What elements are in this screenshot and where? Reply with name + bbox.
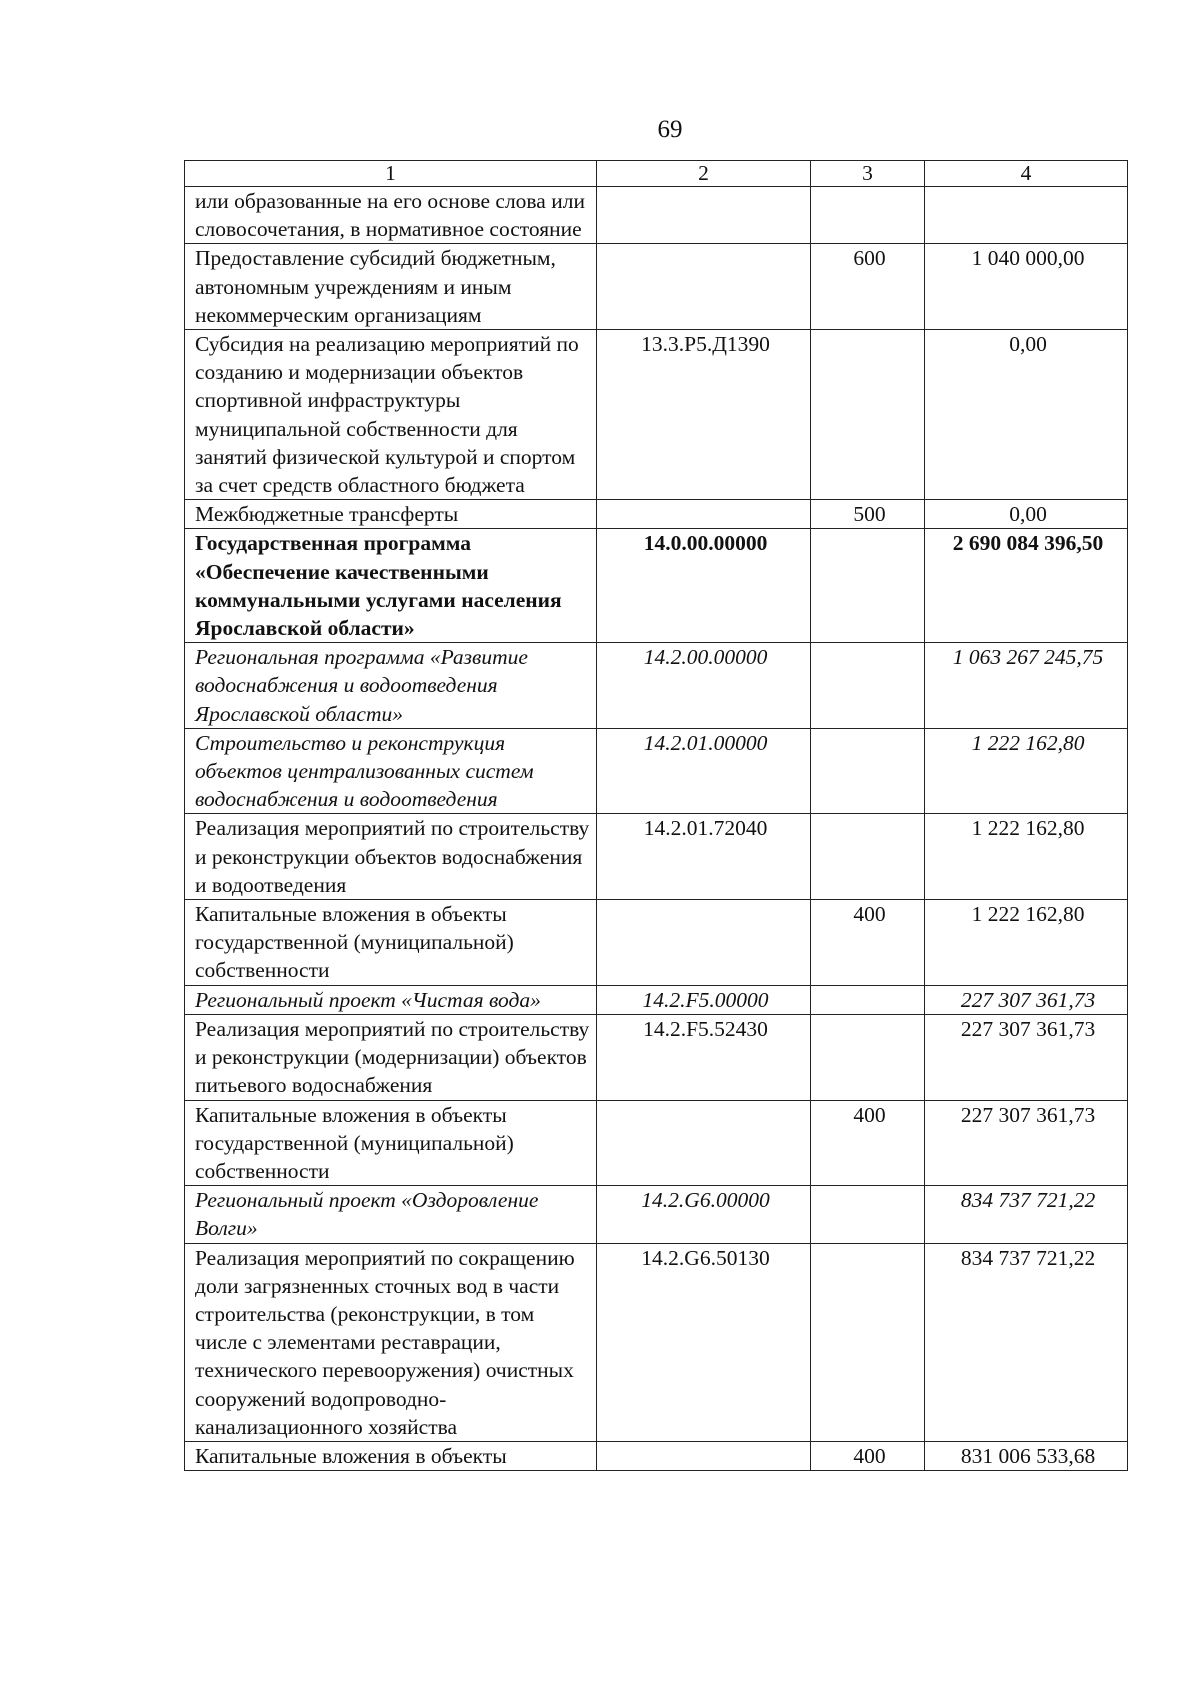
row-amount-cell: 1 040 000,00	[925, 244, 1128, 330]
budget-table	[184, 160, 1128, 1471]
table-row	[185, 187, 1128, 244]
row-code-cell: 14.2.01.72040	[597, 814, 811, 900]
column-header-2: 2	[597, 161, 811, 187]
table-row	[185, 1186, 1128, 1243]
table-row	[185, 500, 1128, 529]
row-name-cell: Капитальные вложения в объекты государственной (муниципальной) собственности	[185, 1100, 597, 1186]
row-code-cell: 14.2.F5.52430	[597, 1014, 811, 1100]
header-row	[185, 161, 1128, 187]
row-kind-cell	[811, 814, 925, 900]
row-kind-cell: 400	[811, 1100, 925, 1186]
row-amount-cell: 1 222 162,80	[925, 900, 1128, 986]
row-amount-cell: 1 222 162,80	[925, 814, 1128, 900]
row-name-cell: Строительство и реконструкция объектов централизованных систем водоснабжения и водоотведения	[185, 728, 597, 814]
row-amount-cell: 227 307 361,73	[925, 1014, 1128, 1100]
column-header-1: 1	[185, 161, 597, 187]
row-name-cell: Государственная программа «Обеспечение качественными коммунальными услугами населения Ярославской области»	[185, 529, 597, 643]
row-amount-cell: 831 006 533,68	[925, 1441, 1128, 1470]
row-kind-cell: 400	[811, 1441, 925, 1470]
table-row	[185, 1014, 1128, 1100]
row-name-cell: Предоставление субсидий бюджетным, автономным учреждениям и иным некоммерческим организациям	[185, 244, 597, 330]
page-number: 69	[657, 116, 683, 143]
row-code-cell: 14.0.00.00000	[597, 529, 811, 643]
row-name-cell: Межбюджетные трансферты	[185, 500, 597, 529]
row-code-cell	[597, 900, 811, 986]
table-row	[185, 900, 1128, 986]
row-code-cell	[597, 187, 811, 244]
row-code-cell: 14.2.G6.50130	[597, 1243, 811, 1441]
table-row	[185, 985, 1128, 1014]
table-row	[185, 728, 1128, 814]
row-name-cell: Реализация мероприятий по сокращению доли загрязненных сточных вод в части строительства (реконструкции, в том числе с элементами реставрации, технического перевооружения) очистных сооружений водопроводно-канализационного хозяйства	[185, 1243, 597, 1441]
column-header-4: 4	[925, 161, 1128, 187]
row-kind-cell: 600	[811, 244, 925, 330]
row-code-cell: 13.3.Р5.Д1390	[597, 330, 811, 500]
row-code-cell	[597, 1100, 811, 1186]
row-kind-cell: 400	[811, 900, 925, 986]
table-row	[185, 529, 1128, 643]
row-name-cell: или образованные на его основе слова или словосочетания, в нормативное состояние	[185, 187, 597, 244]
row-code-cell: 14.2.01.00000	[597, 728, 811, 814]
row-name-cell: Субсидия на реализацию мероприятий по созданию и модернизации объектов спортивной инфраструктуры муниципальной собственности для занятий физической культурой и спортом за счет средств областного бюджета	[185, 330, 597, 500]
row-amount-cell: 227 307 361,73	[925, 1100, 1128, 1186]
row-code-cell: 14.2.00.00000	[597, 643, 811, 729]
table-row	[185, 1243, 1128, 1441]
row-name-cell: Капитальные вложения в объекты	[185, 1441, 597, 1470]
row-code-cell	[597, 500, 811, 529]
table-row	[185, 1100, 1128, 1186]
table-row	[185, 643, 1128, 729]
row-amount-cell	[925, 187, 1128, 244]
row-name-cell: Региональная программа «Развитие водоснабжения и водоотведения Ярославской области»	[185, 643, 597, 729]
row-amount-cell: 0,00	[925, 330, 1128, 500]
row-kind-cell	[811, 985, 925, 1014]
row-amount-cell: 227 307 361,73	[925, 985, 1128, 1014]
row-kind-cell: 500	[811, 500, 925, 529]
row-name-cell: Реализация мероприятий по строительству и реконструкции объектов водоснабжения и водоотведения	[185, 814, 597, 900]
row-kind-cell	[811, 1186, 925, 1243]
table-row	[185, 814, 1128, 900]
table-row	[185, 244, 1128, 330]
row-amount-cell: 0,00	[925, 500, 1128, 529]
row-amount-cell: 2 690 084 396,50	[925, 529, 1128, 643]
row-amount-cell: 834 737 721,22	[925, 1243, 1128, 1441]
row-code-cell: 14.2.F5.00000	[597, 985, 811, 1014]
row-kind-cell	[811, 330, 925, 500]
row-name-cell: Региональный проект «Чистая вода»	[185, 985, 597, 1014]
table-row	[185, 330, 1128, 500]
row-name-cell: Реализация мероприятий по строительству и реконструкции (модернизации) объектов питьевого водоснабжения	[185, 1014, 597, 1100]
row-kind-cell	[811, 529, 925, 643]
row-kind-cell	[811, 643, 925, 729]
row-code-cell: 14.2.G6.00000	[597, 1186, 811, 1243]
row-kind-cell	[811, 728, 925, 814]
column-header-3: 3	[811, 161, 925, 187]
row-amount-cell: 834 737 721,22	[925, 1186, 1128, 1243]
row-name-cell: Капитальные вложения в объекты государственной (муниципальной) собственности	[185, 900, 597, 986]
table-row	[185, 1441, 1128, 1470]
row-amount-cell: 1 222 162,80	[925, 728, 1128, 814]
row-kind-cell	[811, 1243, 925, 1441]
row-code-cell	[597, 1441, 811, 1470]
row-name-cell: Региональный проект «Оздоровление Волги»	[185, 1186, 597, 1243]
row-amount-cell: 1 063 267 245,75	[925, 643, 1128, 729]
row-code-cell	[597, 244, 811, 330]
row-kind-cell	[811, 1014, 925, 1100]
row-kind-cell	[811, 187, 925, 244]
